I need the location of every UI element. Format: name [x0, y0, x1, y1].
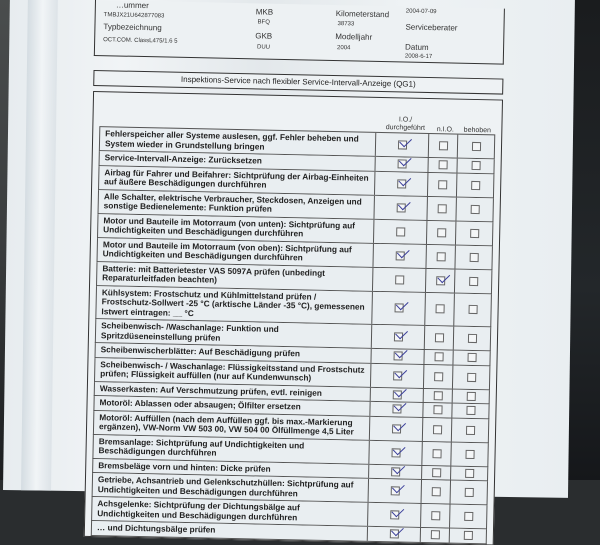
ok-checkbox[interactable] [389, 530, 398, 539]
field-label: Typbezeichnung [103, 22, 162, 33]
ok-checkbox[interactable] [396, 227, 405, 236]
ok-checkbox[interactable] [392, 390, 401, 399]
ok-checkbox-cell [376, 133, 429, 157]
ok-checkbox[interactable] [393, 371, 402, 380]
nio-checkbox[interactable] [430, 530, 439, 539]
fixed-checkbox[interactable] [470, 204, 479, 213]
row-text: Achsgelenke: Sichtprüfung der Dichtungsbälge auf Undichtigkeiten und Beschädigungen durchführen [92, 497, 368, 526]
mileage-value: 38733 [337, 21, 355, 28]
fixed-checkbox[interactable] [471, 161, 480, 170]
nio-checkbox[interactable] [434, 352, 443, 361]
row-text: Bremsanlage: Sichtprüfung auf Undichtigkeiten und Beschädigungen durchführen [93, 435, 369, 464]
row-text: Airbag für Fahrer und Beifahrer: Sichtprüfung der Airbag-Einheiten auf äußere Beschädigungen durchführen [99, 166, 375, 195]
nio-checkbox[interactable] [436, 276, 445, 285]
vin-value: TMBJX21U642877083 [103, 12, 165, 20]
row-text: Scheibenwisch- /Waschanlage: Funktion und Spritzdüseneinstellung prüfen [96, 319, 372, 348]
fixed-checkbox-cell [455, 245, 491, 269]
nio-checkbox-cell [426, 269, 455, 293]
fixed-checkbox[interactable] [464, 488, 473, 497]
checklist-table [84, 91, 503, 545]
fixed-checkbox-cell [457, 159, 493, 173]
fixed-checkbox-cell [451, 481, 487, 505]
field-label: Datum [404, 42, 429, 52]
ok-checkbox-cell [368, 503, 421, 527]
nio-checkbox-cell [422, 480, 451, 504]
nio-checkbox-cell [421, 528, 450, 542]
nio-checkbox[interactable] [432, 449, 441, 458]
fixed-checkbox-cell [453, 389, 489, 403]
ok-checkbox-cell [374, 195, 427, 219]
fixed-checkbox[interactable] [465, 425, 474, 434]
nio-checkbox-cell [421, 504, 450, 528]
nio-checkbox-cell [428, 173, 457, 197]
date-value-1: 2004-07-09 [405, 8, 437, 16]
ok-checkbox[interactable] [391, 467, 400, 476]
nio-checkbox-cell [425, 292, 455, 325]
nio-checkbox[interactable] [434, 333, 443, 342]
ok-checkbox[interactable] [397, 140, 406, 149]
nio-checkbox[interactable] [437, 228, 446, 237]
field-label: Modelljahr [335, 32, 373, 42]
fixed-checkbox[interactable] [469, 276, 478, 285]
nio-checkbox-cell [422, 441, 451, 465]
ok-checkbox-cell [372, 291, 426, 325]
nio-checkbox-cell [427, 221, 456, 245]
col-fixed: behoben [463, 126, 492, 135]
nio-checkbox-cell [422, 465, 451, 479]
ok-checkbox-cell [373, 267, 426, 291]
fixed-checkbox[interactable] [463, 531, 472, 540]
nio-checkbox-cell [425, 326, 454, 350]
nio-checkbox[interactable] [432, 425, 441, 434]
nio-checkbox-cell [424, 364, 453, 388]
field-label: …ummer [115, 0, 149, 11]
ok-checkbox[interactable] [397, 160, 406, 169]
ok-checkbox-cell [371, 363, 424, 387]
row-text: Batterie: mit Batterietester VAS 5097A prüfen (unbedingt Reparaturleitfaden beachten) [97, 262, 373, 291]
fixed-checkbox-cell [457, 173, 493, 197]
nio-checkbox[interactable] [431, 511, 440, 520]
fixed-checkbox[interactable] [471, 142, 480, 151]
fixed-checkbox-cell [455, 269, 491, 293]
fixed-checkbox-cell [452, 404, 488, 418]
field-label: GKB [255, 31, 273, 41]
fixed-checkbox-cell [456, 197, 492, 221]
col-ok: I.O./ durchgeführt [385, 116, 426, 132]
ok-checkbox-cell [371, 387, 424, 402]
fixed-checkbox[interactable] [466, 406, 475, 415]
nio-checkbox-cell [427, 197, 456, 221]
ok-checkbox-cell [371, 349, 424, 364]
row-text: Alle Schalter, elektrische Verbraucher, Steckdosen, Anzeigen und sonstige Bedienelemente: Funktion prüfen [99, 190, 375, 219]
fixed-checkbox-cell [453, 365, 489, 389]
nio-checkbox[interactable] [436, 252, 445, 261]
fixed-checkbox-cell [450, 529, 486, 543]
row-text: Motor und Bauteile im Motorraum (von oben): Sichtprüfung auf Undichtigkeiten und Beschädigungen durchführen [98, 238, 374, 267]
ok-checkbox-cell [375, 157, 428, 172]
fixed-checkbox[interactable] [467, 353, 476, 362]
ok-checkbox[interactable] [397, 179, 406, 188]
ok-checkbox-cell [369, 440, 422, 464]
nio-checkbox-cell [426, 245, 455, 269]
fixed-checkbox-cell [458, 135, 494, 159]
nio-checkbox-cell [429, 134, 458, 158]
paper-fold [21, 0, 58, 491]
row-text: Wasserkasten: Auf Verschmutzung prüfen, evtl. reinigen [95, 382, 371, 401]
ok-checkbox[interactable] [395, 251, 404, 260]
row-text: Scheibenwischerblätter: Auf Beschädigung prüfen [96, 343, 372, 362]
ok-checkbox[interactable] [396, 203, 405, 212]
field-label: MKB [255, 7, 274, 17]
ok-checkbox-cell [370, 402, 423, 417]
fixed-checkbox[interactable] [466, 392, 475, 401]
ok-checkbox-cell [373, 243, 426, 267]
checklist-rows [91, 126, 495, 544]
nio-checkbox[interactable] [438, 160, 447, 169]
row-text: Service-Intervall-Anzeige: Zurücksetzen [100, 151, 376, 170]
field-label: Serviceberater [405, 22, 458, 33]
nio-checkbox-cell [428, 158, 457, 172]
ok-checkbox[interactable] [395, 275, 404, 284]
fixed-checkbox-cell [452, 418, 488, 442]
nio-checkbox-cell [424, 388, 453, 402]
ok-checkbox[interactable] [390, 510, 399, 519]
ok-checkbox-cell [370, 416, 423, 440]
fixed-checkbox[interactable] [465, 449, 474, 458]
ok-checkbox-cell [369, 479, 422, 503]
date-value-2: 2008-6-17 [404, 53, 433, 61]
row-text: Motoröl: Auffüllen (nach dem Auffüllen ggf. bis max.-Markierung ergänzen), VW-Norm VW 503 00, VW 504 00 Ölfüllmenge 4,5 Liter [94, 411, 370, 440]
fixed-checkbox-cell [451, 442, 487, 466]
ok-checkbox[interactable] [391, 448, 400, 457]
nio-checkbox[interactable] [433, 405, 442, 414]
nio-checkbox[interactable] [432, 468, 441, 477]
col-nio: n.I.O. [436, 126, 454, 134]
form-title: Inspektions-Service nach flexibler Service-Intervall-Anzeige (QG1) [93, 70, 503, 95]
row-text: Motoröl: Ablassen oder absaugen; Ölfilter ersetzen [94, 396, 370, 415]
field-label: Kilometerstand [335, 9, 390, 20]
nio-checkbox-cell [423, 417, 452, 441]
ok-checkbox-cell [374, 219, 427, 243]
fixed-checkbox[interactable] [468, 305, 477, 314]
fixed-checkbox[interactable] [470, 228, 479, 237]
ok-checkbox-cell [368, 527, 421, 542]
fixed-checkbox[interactable] [467, 372, 476, 381]
gkb-value: DUU [256, 44, 271, 51]
fixed-checkbox-cell [450, 505, 486, 529]
nio-checkbox[interactable] [435, 304, 444, 313]
row-text: Fehlerspeicher aller Systeme auslesen, ggf. Fehler beheben und System wieder in Grundstellung bringen [100, 127, 376, 156]
fixed-checkbox[interactable] [467, 334, 476, 343]
ok-checkbox-cell [372, 325, 425, 349]
nio-checkbox[interactable] [433, 391, 442, 400]
row-text: Getriebe, Achsantrieb und Gelenkschutzhüllen: Sichtprüfung auf Undichtigkeiten und Beschädigungen durchführen [93, 473, 369, 502]
ok-checkbox[interactable] [394, 304, 403, 313]
fixed-checkbox-cell [454, 327, 490, 351]
nio-checkbox[interactable] [438, 180, 447, 189]
nio-checkbox-cell [423, 403, 452, 417]
nio-checkbox-cell [424, 350, 453, 364]
fixed-checkbox-cell [451, 466, 487, 480]
ok-checkbox[interactable] [392, 405, 401, 414]
nio-checkbox[interactable] [438, 141, 447, 150]
fixed-checkbox[interactable] [471, 180, 480, 189]
fixed-checkbox-cell [454, 293, 491, 326]
ok-checkbox-cell [375, 171, 428, 195]
mkb-value: BFQ [257, 19, 270, 26]
nio-checkbox[interactable] [431, 487, 440, 496]
row-text: … und Dichtungsbälge prüfen [92, 521, 368, 540]
ok-checkbox[interactable] [390, 486, 399, 495]
fixed-checkbox-cell [456, 221, 492, 245]
ok-checkbox[interactable] [393, 352, 402, 361]
type-value: OCT.COM. ClassL475/1.6 5 [103, 37, 178, 45]
nio-checkbox[interactable] [437, 204, 446, 213]
fixed-checkbox[interactable] [464, 512, 473, 521]
row-text: Kühlsystem: Frostschutz und Kühlmittelstand prüfen / Frostschutz-Sollwert -25 °C (arktische Länder -35 °C), gemessenen Istwert eintragen: __ °C [96, 286, 373, 324]
row-text: Bremsbeläge vorn und hinten: Dicke prüfen [93, 459, 369, 478]
row-text: Scheibenwisch- / Waschanlage: Flüssigkeitsstand und Frostschutz prüfen; Flüssigkeit auffüllen (nur auf Kundenwunsch) [95, 358, 371, 387]
fixed-checkbox[interactable] [465, 469, 474, 478]
vehicle-info-header [94, 0, 505, 65]
ok-checkbox[interactable] [392, 424, 401, 433]
row-text: Motor und Bauteile im Motorraum (von unten): Sichtprüfung auf Undichtigkeiten und Beschädigungen durchführen [98, 214, 374, 243]
ok-checkbox-cell [369, 464, 422, 479]
fixed-checkbox[interactable] [469, 252, 478, 261]
inspection-form [84, 0, 505, 545]
nio-checkbox[interactable] [434, 372, 443, 381]
ok-checkbox[interactable] [393, 332, 402, 341]
fixed-checkbox-cell [453, 351, 489, 365]
model-year-value: 2004 [336, 45, 351, 52]
